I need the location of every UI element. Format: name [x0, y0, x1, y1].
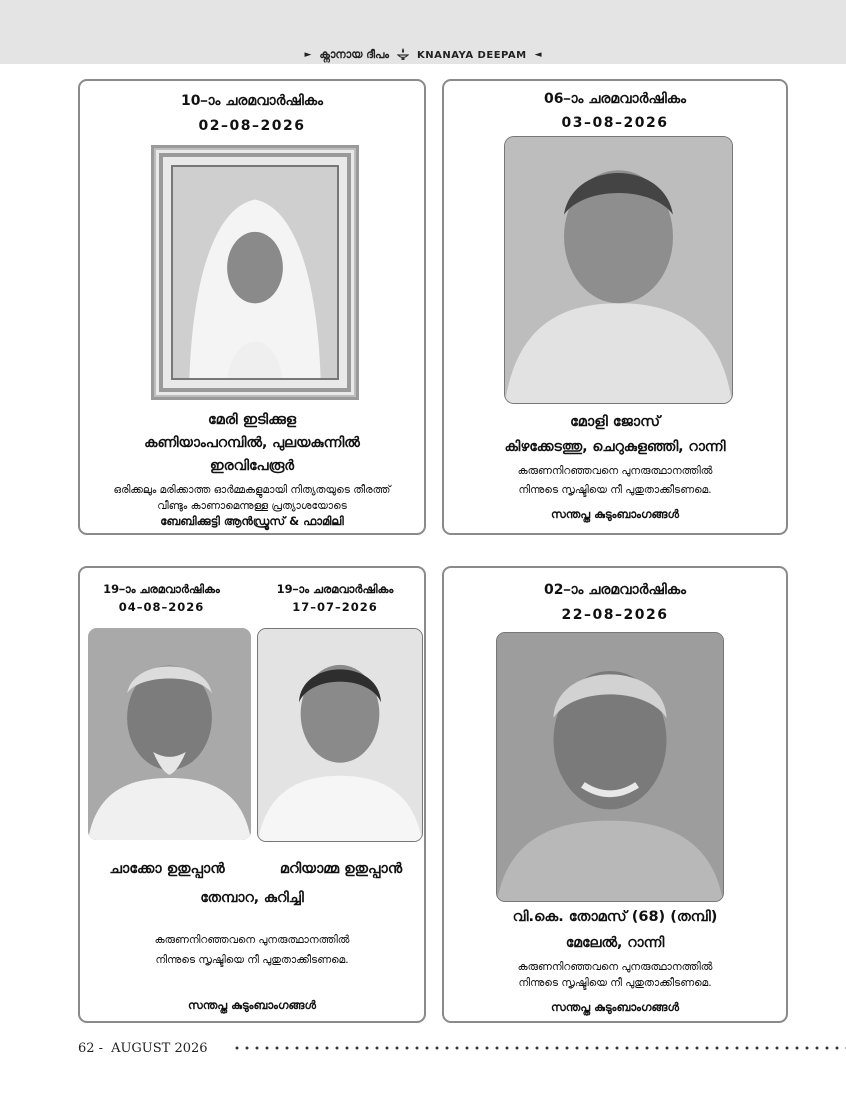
portrait-photo-left	[88, 628, 251, 840]
address-line-1: കണിയാംപറമ്പിൽ, പുലയകുന്നിൽ	[144, 435, 360, 451]
deceased-name: വി.കെ. തോമസ് (68) (തമ്പി)	[512, 909, 718, 925]
anniversary-label-left: 19–ാം ചരമവാർഷികം	[103, 582, 220, 596]
memorial-verse-2: വീണ്ടും കാണാമെന്നുള്ള പ്രത്യാശയോടെ	[157, 500, 347, 512]
deceased-name-right: മറിയാമ്മ ഉതുപ്പാൻ	[279, 861, 403, 877]
memorial-verse-2: നിന്നുടെ സൃഷ്ടിയെ നീ പുതുതാക്കീടണമെ.	[518, 977, 712, 989]
deceased-name: മോളി ജോസ്	[570, 414, 660, 430]
portrait-photo-right	[257, 628, 423, 842]
masthead	[0, 46, 846, 64]
memorial-verse-1: ഒരിക്കലും മരിക്കാത്ത ഓർമ്മകളുമായി നിത്യതയുടെ തീരത്ത്	[113, 484, 391, 496]
dotted-rule	[232, 1046, 846, 1050]
anniversary-date: 22–08–2026	[561, 607, 669, 623]
family-signature: സന്തപ്ത കുടുംബാംഗങ്ങൾ	[187, 998, 317, 1012]
right-marker: ◄	[534, 50, 542, 60]
family-signature: ബേബിക്കുട്ടി ആൻഡ്രൂസ് & ഫാമിലി	[160, 514, 344, 528]
address-line-2: ഇരവിപേരൂർ	[209, 458, 295, 474]
oil-lamp-icon	[397, 47, 409, 64]
address-line-1: മേലേൽ, റാന്നി	[565, 935, 665, 951]
anniversary-label: 06–ാം ചരമവാർഷികം	[543, 91, 687, 107]
issue-month: AUGUST 2026	[111, 1040, 208, 1056]
obituary-card-couple	[78, 566, 426, 1023]
family-signature: സന്തപ്ത കുടുംബാംഗങ്ങൾ	[550, 507, 680, 521]
masthead-title-en: KNANAYA DEEPAM	[417, 49, 527, 61]
memorial-verse-2: നിന്നുടെ സൃഷ്ടിയെ നീ പുതുതാക്കീടണമെ.	[518, 484, 712, 496]
family-signature: സന്തപ്ത കുടുംബാംഗങ്ങൾ	[550, 1000, 680, 1014]
address-line-1: കിഴക്കേടത്തു, ചെറുകുളഞ്ഞി, റാന്നി	[504, 439, 726, 455]
portrait-photo	[496, 632, 724, 902]
memorial-verse-1: കരുണനിറഞ്ഞവനെ പുനരുത്ഥാനത്തിൽ	[154, 934, 350, 946]
obituary-card-mary	[78, 79, 426, 535]
anniversary-date-right: 17–07–2026	[292, 600, 378, 614]
memorial-verse-2: നിന്നുടെ സൃഷ്ടിയെ നീ പുതുതാക്കീടണമെ.	[155, 954, 349, 966]
anniversary-date: 02–08–2026	[198, 118, 306, 134]
anniversary-date-left: 04–08–2026	[118, 600, 205, 614]
obituary-card-molly	[442, 79, 788, 535]
deceased-name: മേരി ഇടിക്കുള	[207, 412, 297, 428]
page-footer	[78, 1038, 846, 1058]
ornate-frame	[151, 145, 359, 400]
page-number: 62 -	[78, 1040, 104, 1056]
anniversary-label: 02–ാം ചരമവാർഷികം	[543, 582, 687, 598]
memorial-verse-1: കരുണനിറഞ്ഞവനെ പുനരുത്ഥാനത്തിൽ	[517, 465, 713, 477]
obituary-card-thomas	[442, 566, 788, 1023]
deceased-name-left: ചാക്കോ ഉതുപ്പാൻ	[109, 861, 225, 877]
anniversary-label: 10–ാം ചരമവാർഷികം	[180, 93, 324, 109]
portrait-photo	[171, 165, 339, 380]
anniversary-date: 03–08–2026	[561, 115, 669, 131]
anniversary-label-right: 19–ാം ചരമവാർഷികം	[276, 582, 394, 596]
masthead-title-ml: ക്നാനായ ദീപം	[319, 48, 390, 61]
portrait-photo	[504, 136, 733, 404]
address-line-1: തേമ്പാറ, കുറിച്ചി	[200, 890, 304, 906]
memorial-verse-1: കരുണനിറഞ്ഞവനെ പുനരുത്ഥാനത്തിൽ	[517, 961, 713, 973]
left-marker: ►	[304, 50, 312, 60]
